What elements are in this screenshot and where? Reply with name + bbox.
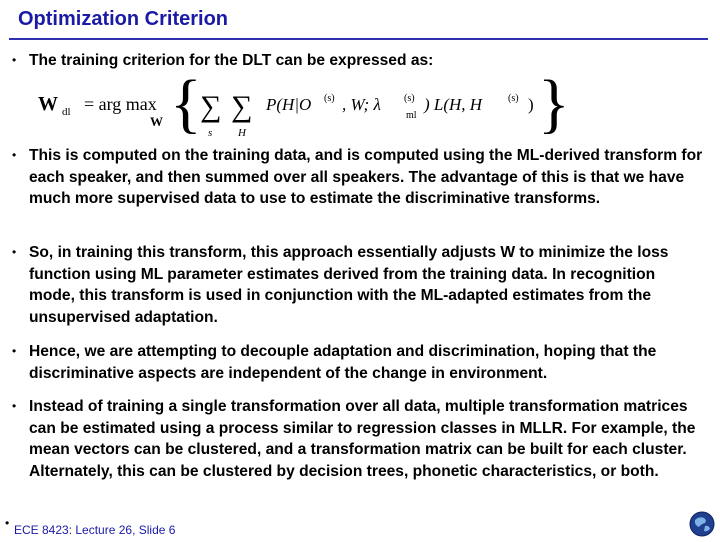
bullet-5 — [12, 396, 704, 482]
eq-sup-s1: (s) — [324, 93, 335, 104]
bullet-text: Instead of training a single transformation over all data, multiple transformation matrices can be estimated using a process similar to regression classes in MLLR. For example, the mean vectors can be clustered, and a transformation matrix can be built for each cluster. Alternately, this can be clustered by decision trees, phonetic characteristics, or both. — [29, 398, 696, 480]
bullet-4 — [12, 341, 704, 384]
bullet-text: This is computed on the training data, and is computed using the ML-derived transform for each speaker, and then summed over all speakers. The advantage of this is that we have much more supervised data to use to estimate the discriminative transforms. — [29, 147, 703, 207]
eq-sup-s2: (s) — [508, 93, 519, 104]
eq-body: P(H|O — [266, 95, 312, 114]
bullet-dot: • — [12, 148, 17, 162]
footer-bullet-dot: • — [5, 516, 10, 530]
eq-lhs-sub: dl — [62, 106, 71, 118]
bullet-3 — [12, 242, 704, 328]
bullet-text: Hence, we are attempting to decouple adaptation and discrimination, hoping that the discriminative aspects are independent of the change in environment. — [29, 343, 657, 382]
bullet-text: The training criterion for the DLT can be expressed as: — [29, 52, 434, 69]
title-underline — [9, 38, 708, 40]
globe-logo-icon — [689, 511, 715, 537]
equation-graphic — [38, 67, 570, 140]
slide-footer: ECE 8423: Lecture 26, Slide 6 — [14, 523, 176, 537]
eq-sum1-under: s — [208, 127, 213, 139]
eq-sum-2: ∑ — [231, 90, 253, 123]
eq-body4: ) — [528, 95, 534, 114]
eq-left-brace: { — [170, 67, 202, 140]
eq-body2: , W; λ — [342, 95, 381, 114]
training-criterion-equation — [38, 67, 570, 140]
bullet-text: So, in training this transform, this approach essentially adjusts W to minimize the loss function using ML parameter estimates derived from the training data. In recognition mode, this transform is used in conjunction with the ML-adapted estimates from the unsupervised adaptation. — [29, 244, 669, 326]
bullet-1 — [12, 50, 704, 72]
eq-lhs: W — [38, 93, 58, 115]
bullet-dot: • — [12, 344, 17, 358]
eq-argmax-under: W — [150, 114, 163, 129]
slide-title: Optimization Criterion — [18, 8, 228, 30]
eq-sum-1: ∑ — [200, 90, 222, 123]
eq-lambda-sup: (s) — [404, 93, 415, 104]
bullet-dot: • — [12, 53, 17, 67]
eq-operator: = arg max — [84, 94, 157, 114]
eq-sum2-under: H — [238, 127, 246, 139]
bullet-2 — [12, 145, 704, 210]
eq-body3: ) L(H, H — [424, 95, 483, 114]
eq-lambda-sub: ml — [406, 110, 417, 121]
eq-right-brace: } — [538, 67, 570, 140]
bullet-dot: • — [12, 399, 17, 413]
bullet-dot: • — [12, 245, 17, 259]
